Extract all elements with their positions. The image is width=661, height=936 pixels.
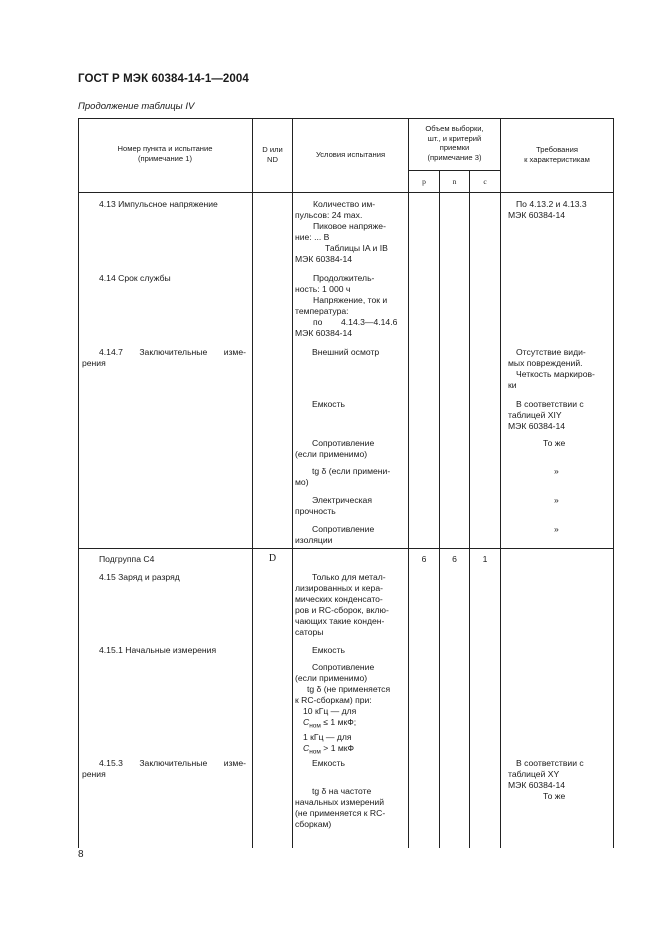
col-divider-2 bbox=[292, 118, 293, 848]
req-resistance: То же bbox=[543, 438, 566, 448]
subgroup-c4: Подгруппа С4 bbox=[99, 554, 155, 564]
cond-4-15-3: Емкость tg δ на частоте начальных измерений (не применяется к RC- сборкам) bbox=[295, 758, 386, 829]
group-divider bbox=[78, 548, 614, 549]
item-4-15: 4.15 Заряд и разряд bbox=[99, 572, 180, 582]
c4-p: 6 bbox=[421, 554, 427, 564]
req-capacitance: В соответствии с таблицей XIY МЭК 60384-14 bbox=[508, 399, 584, 431]
req-4-15-3: В соответствии с таблицей XY МЭК 60384-14 То же bbox=[508, 758, 584, 801]
item-4-15-3: 4.15.3 Заключительные изме- рения bbox=[82, 758, 246, 779]
cond-4-15-1: Емкость Сопротивление (если применимо) tg δ (не применяется к RC-сборкам) при: 10 кГц — для $C_{ном} \le 1$ мкФ; 1 кГц — для $C_{ном} > 1$ мкФ bbox=[295, 645, 391, 756]
item-4-14-7: 4.14.7 Заключительные изме- рения bbox=[82, 347, 246, 368]
req-4-13: По 4.13.2 и 4.13.3 МЭК 60384-14 bbox=[508, 199, 587, 220]
sample-header-divider bbox=[408, 170, 500, 171]
col-divider-p bbox=[439, 170, 440, 848]
col-divider-4 bbox=[500, 118, 501, 848]
header-conditions-col: Условия испытания bbox=[315, 150, 386, 159]
page-number: 8 bbox=[78, 849, 84, 860]
header-item-col: Номер пункта и испытание (примечание 1) bbox=[117, 144, 213, 163]
req-tg-delta: » bbox=[554, 466, 559, 476]
cond-visual-inspection: Внешний осмотр bbox=[312, 347, 380, 357]
table-border-right bbox=[613, 118, 614, 848]
cond-4-15: Только для метал- лизированных и кера- мических конденсато- ров и RC-сборок, вклю- чающих такие конден- саторы bbox=[295, 572, 389, 637]
header-p: p bbox=[422, 177, 426, 186]
req-dielectric-strength: » bbox=[554, 495, 559, 505]
col-divider-n bbox=[469, 170, 470, 848]
cond-capacitance: Емкость bbox=[312, 399, 345, 409]
cond-4-13: Количество им- пульсов: 24 max. Пиковое напряже- ние: ... В Таблицы IA и IB МЭК 60384-14 bbox=[295, 199, 388, 264]
item-4-15-1: 4.15.1 Начальные измерения bbox=[99, 645, 217, 655]
header-requirements-col: Требования к характеристикам bbox=[524, 145, 590, 164]
cond-resistance: Сопротивление (если применимо) bbox=[295, 438, 375, 459]
table-caption: Продолжение таблицы IV bbox=[78, 101, 195, 112]
item-4-13: 4.13 Импульсное напряжение bbox=[99, 199, 218, 209]
c4-d: D bbox=[268, 553, 277, 564]
col-divider-1 bbox=[252, 118, 253, 848]
header-c: c bbox=[483, 177, 487, 186]
col-divider-3 bbox=[408, 118, 409, 848]
table-border-left bbox=[78, 118, 79, 848]
c4-c: 1 bbox=[482, 554, 488, 564]
table-border-top bbox=[78, 118, 614, 119]
header-n: n bbox=[452, 177, 457, 186]
cond-dielectric-strength: Электрическая прочность bbox=[295, 495, 372, 516]
cond-4-14: Продолжитель- ность: 1 000 ч Напряжение, ток и температура: по 4.14.3—4.14.6 МЭК 60384-14 bbox=[295, 273, 398, 338]
cond-tg-delta: tg δ (если примени- мо) bbox=[295, 466, 391, 487]
document-title: ГОСТ Р МЭК 60384-14-1—2004 bbox=[78, 73, 249, 85]
header-sample-col: Объем выборки, шт., и критерий приемки (примечание 3) bbox=[425, 124, 484, 162]
cond-insulation-resistance: Сопротивление изоляции bbox=[295, 524, 375, 545]
item-4-14: 4.14 Срок службы bbox=[99, 273, 171, 283]
c4-n: 6 bbox=[452, 554, 457, 564]
header-d-col: D или ND bbox=[262, 145, 283, 164]
req-insulation-resistance: » bbox=[554, 524, 559, 534]
header-bottom-border bbox=[78, 192, 614, 193]
requirements-table bbox=[78, 118, 614, 848]
req-visual-inspection: Отсутствие види- мых повреждений. Четкость маркиров- ки bbox=[508, 347, 595, 390]
